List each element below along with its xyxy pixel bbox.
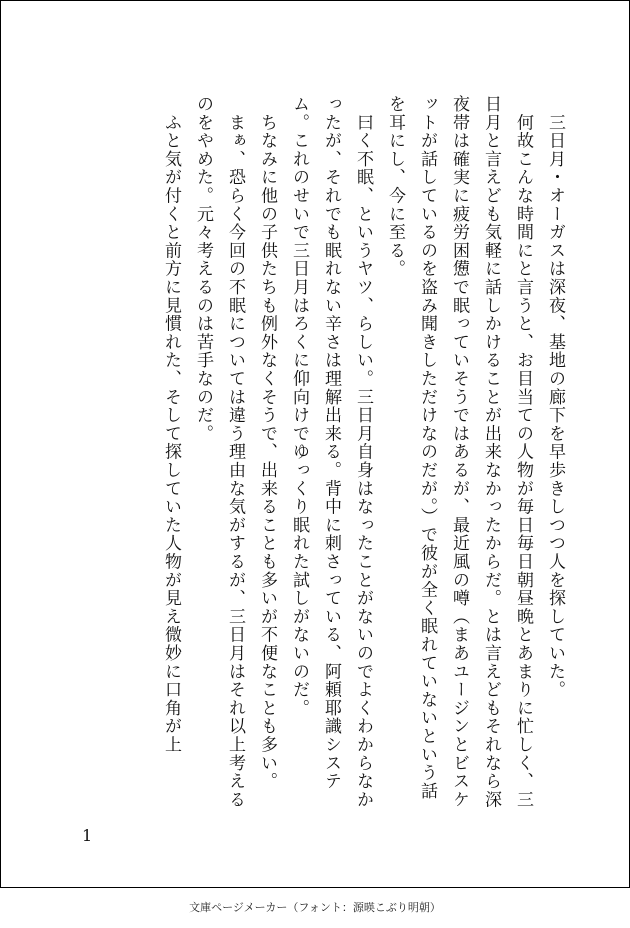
paragraph: まぁ、恐らく今回の不眠については違う理由な気がするが、三日月はそれ以上考えるのをやめた。元々考えるのは苦手なのだ。 xyxy=(193,95,245,809)
paragraph: ふと気が付くと前方に見慣れた、そして探していた人物が見え微妙に口角が上 xyxy=(161,95,181,754)
paragraph: ちなみに他の子供たちも例外なくそうで、出来ることも多いが不便なことも多い。 xyxy=(257,95,277,791)
vertical-text-body xyxy=(155,95,571,815)
paragraph: 何故こんな時間にと言うと、お目当ての人物が毎日毎日朝昼晩とあまりに忙しく、三日月と言えども気軽に話しかけることが出来なかったからだ。とは言えどもそれなら深夜帯は確実に疲労困憊で眠っていそうではあるが、最近風の噂（まあユージンとビスケットが話しているのを盗み聞きしただけなのだが。）で彼が全く眠れていないという話を耳にし、今に至る。 xyxy=(385,95,533,809)
page-number: 1 xyxy=(82,826,93,845)
footer-credit: 文庫ページメーカー（フォント：源暎こぶり明朝） xyxy=(189,901,441,914)
paragraph: 曰く不眠、というヤツ、らしい。三日月自身はなったことがないのでよくわからなかったが、それでも眠れない辛さは理解出来る。背中に刺さっている、阿頼耶識システム。これのせいで三日月はろくに仰向けでゆっくり眠れた試しがないのだ。 xyxy=(289,95,373,809)
paragraph: 三日月・オーガスは深夜、基地の廊下を早歩きしつつ人を探していた。 xyxy=(545,95,565,699)
